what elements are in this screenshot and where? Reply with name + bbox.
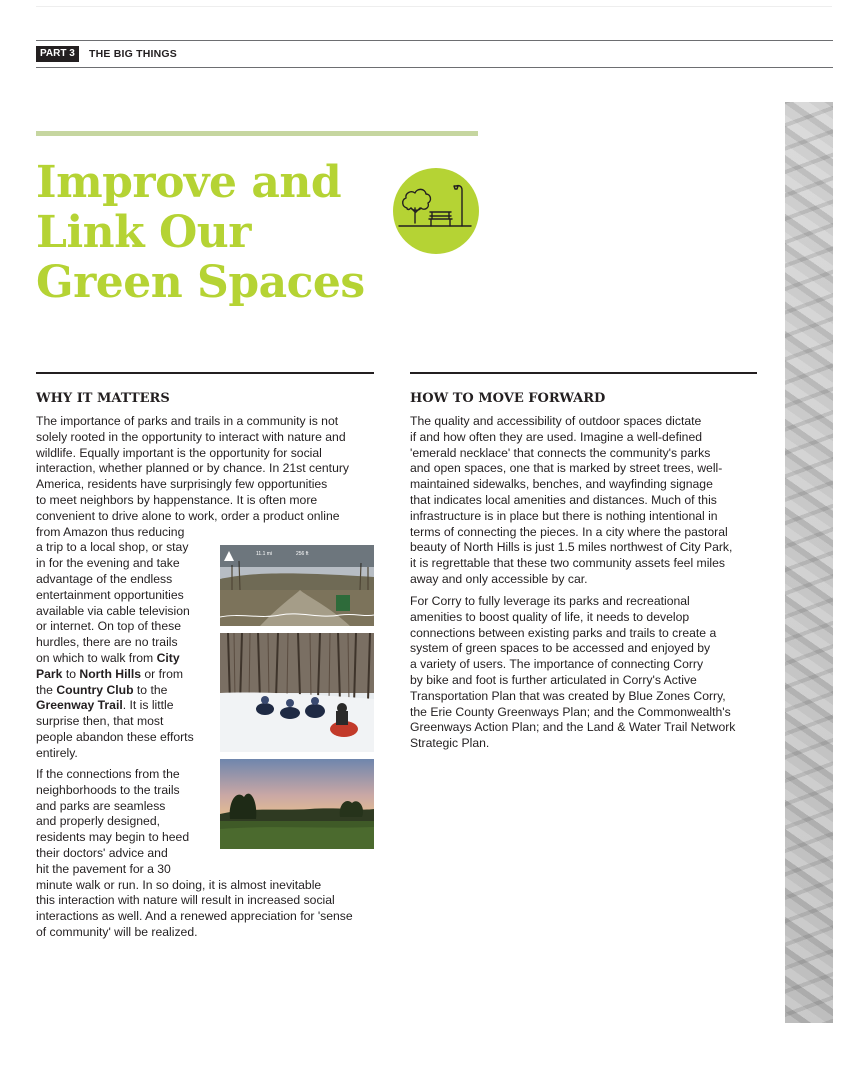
text-line: people abandon these efforts: [36, 729, 194, 744]
text-line: entirely.: [36, 745, 78, 760]
text-line: For Corry to fully leverage its parks and recreational: [410, 594, 690, 608]
text-line: Greenways Action Plan; and the Land & Water Trail Network: [410, 720, 736, 735]
text-line: available via cable television: [36, 603, 190, 618]
text-line: and open spaces, one that is marked by street trees, well-: [410, 461, 723, 476]
title-line: Improve and: [36, 157, 342, 208]
column-rule-right: [410, 372, 757, 374]
title-line: Link Our: [36, 207, 251, 258]
text-line: amenities to boost quality of life, it needs to develop: [410, 609, 690, 624]
text-run: the: [36, 682, 53, 697]
golf-course-photo: [220, 759, 374, 849]
text-run: . It is little: [122, 698, 174, 713]
text-line: in for the evening and take: [36, 556, 180, 571]
text-line: a trip to a local shop, or stay: [36, 540, 189, 555]
text-line: maintained sidewalks, benches, and wayfinding signage: [410, 477, 713, 492]
text-line: The importance of parks and trails in a community is not: [36, 414, 339, 428]
text-run: to: [65, 666, 76, 681]
text-line: convenient to drive alone to work, order a product online: [36, 508, 340, 523]
text-line: a variety of users. The importance of connecting Corry: [410, 657, 704, 672]
text-line: wildlife. Equally important is the opportunity for social: [36, 445, 322, 460]
text-line: America, residents have surprisingly few opportunities: [36, 477, 328, 492]
top-hairline: [36, 6, 832, 7]
place-park: Park: [36, 666, 63, 681]
photo-stat-distance: [256, 551, 272, 557]
text-line: and parks are seamless: [36, 798, 166, 813]
text-line: The quality and accessibility of outdoor spaces dictate: [410, 414, 702, 428]
text-line: hit the pavement for a 30: [36, 861, 171, 876]
text-run: on which to walk from: [36, 650, 154, 665]
text-line: their doctors' advice and: [36, 845, 168, 860]
text-line: that indicates local amenities and distances. Much of this: [410, 492, 717, 507]
title-line: Green Spaces: [36, 257, 365, 308]
text-line: neighborhoods to the trails: [36, 782, 180, 797]
text-line: if and how often they are used. Imagine a well-defined: [410, 429, 703, 444]
text-line: minute walk or run. In so doing, it is almost inevitable: [36, 877, 322, 892]
trail-photo: [220, 545, 374, 626]
stat-unit: ft: [305, 551, 309, 557]
stat-value: 256: [296, 551, 305, 557]
text-line: and properly designed,: [36, 814, 160, 829]
aerial-photo-strip: [785, 102, 833, 1023]
text-line: to meet neighbors by happenstance. It is often more: [36, 492, 318, 507]
text-line: connections between existing parks and trails to create a: [410, 625, 717, 640]
text-line: hurdles, there are no trails: [36, 635, 178, 650]
text-run: or from: [144, 666, 184, 681]
stat-unit: mi: [266, 551, 273, 557]
stat-value: 11.1: [256, 551, 266, 557]
part-badge: PART 3: [36, 46, 79, 62]
text-line: or internet. On top of these: [36, 619, 181, 634]
page-title: [36, 158, 365, 308]
how-paragraph-2: [410, 594, 770, 752]
text-line: beauty of North Hills is just 1.5 miles northwest of City Park,: [410, 540, 733, 555]
text-line: Strategic Plan.: [410, 736, 490, 751]
place-north-hills: North Hills: [79, 666, 142, 681]
text-line: away and only accessible by car.: [410, 571, 588, 586]
text-line: of community' will be realized.: [36, 924, 198, 939]
text-line: surprise then, that most: [36, 714, 164, 729]
text-line: solely rooted in the opportunity to interact with nature and: [36, 429, 346, 444]
text-line: infrastructure is in place but there is nothing intentional in: [410, 508, 718, 523]
text-line: it is regrettable that these two community assets feel miles: [410, 556, 725, 571]
place-greenway-trail: Greenway Trail: [36, 698, 123, 713]
text-line: terms of connecting the pieces. In a city where the pastoral: [410, 524, 728, 539]
text-line: advantage of the endless: [36, 571, 173, 586]
how-paragraph-1: [410, 414, 770, 588]
title-accent-bar: [36, 131, 478, 136]
text-line: system of green spaces to be accessed and enjoyed by: [410, 641, 711, 656]
place-country-club: Country Club: [56, 682, 134, 697]
text-line: 'emerald necklace' that connects the community's parks: [410, 445, 711, 460]
text-line: entertainment opportunities: [36, 587, 184, 602]
park-tree-bench-lamp-icon: [393, 168, 479, 254]
text-line: interaction, whether planned or by chance. In 21st century: [36, 461, 350, 476]
text-line: residents may begin to heed: [36, 830, 190, 845]
text-line: from Amazon thus reducing: [36, 524, 185, 539]
text-line: this interaction with nature will result in increased social: [36, 893, 335, 908]
snowmobile-photo: [220, 633, 374, 752]
text-line: Transportation Plan that was created by Blue Zones Corry,: [410, 688, 726, 703]
column-rule-left: [36, 372, 374, 374]
text-line: If the connections from the: [36, 767, 180, 781]
section-title: THE BIG THINGS: [89, 48, 177, 60]
place-city: City: [156, 650, 180, 665]
why-it-matters-heading: WHY IT MATTERS: [36, 391, 170, 406]
text-line: by bike and foot is further articulated in Corry's Active: [410, 672, 697, 687]
page-header: [36, 40, 833, 68]
text-run: to the: [136, 682, 168, 697]
text-line: interactions as well. And a renewed appreciation for 'sense: [36, 909, 353, 924]
how-to-move-forward-heading: HOW TO MOVE FORWARD: [410, 391, 606, 406]
photo-stat-elevation: [296, 551, 309, 557]
text-line: the Erie County Greenways Plan; and the Commonwealth's: [410, 704, 731, 719]
